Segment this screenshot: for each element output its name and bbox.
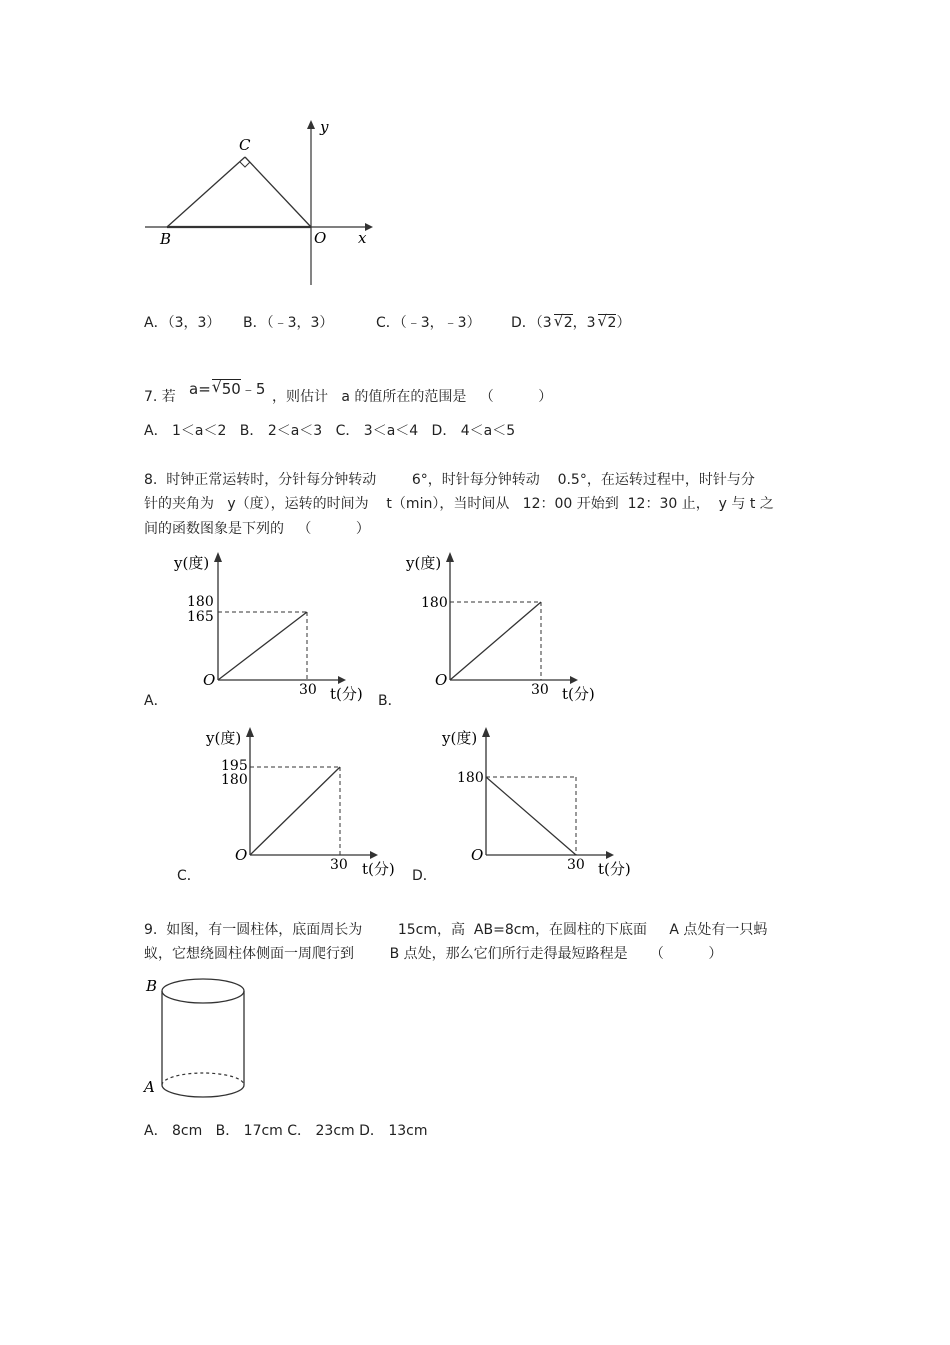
tick-label-180: 180	[221, 772, 248, 788]
x-axis-label: t(分)	[362, 860, 395, 878]
y-axis-label: y(度)	[442, 729, 478, 747]
q6-option-d-radicand-2: 2	[607, 315, 617, 331]
y-axis-arrow	[307, 120, 315, 129]
sqrt-symbol: √ 2	[553, 312, 573, 331]
q8-line-3: 间的函数图象是下列的 （ ）	[144, 521, 370, 537]
graph-line	[218, 612, 307, 680]
y-axis-label: y(度)	[174, 554, 210, 572]
segment-bc	[167, 157, 245, 227]
tick-label-180: 180	[421, 595, 448, 611]
sqrt-symbol: √ 50	[211, 377, 241, 398]
origin-label: O	[471, 846, 484, 864]
q8-line-1: 8. 时钟正常运转时，分针每分钟转动 6°，时针每分钟转动 0.5°，在运转过程中，时针与分	[144, 472, 755, 488]
q8-option-b: B．	[378, 693, 402, 709]
y-axis-arrow	[214, 552, 222, 562]
graph-line	[250, 767, 340, 855]
graph-line	[450, 602, 541, 680]
x-axis-arrow	[570, 676, 578, 684]
segment-co	[245, 157, 311, 227]
label-b: B	[160, 230, 172, 248]
graph-c	[200, 723, 400, 883]
cylinder-figure	[140, 972, 260, 1102]
x-axis-label: t(分)	[330, 685, 363, 703]
q9-line-2: 蚁，它想绕圆柱体侧面一周爬行到 B 点处，那么它们所行走得最短路程是 （ ）	[144, 946, 723, 962]
cylinder-top-ellipse	[162, 979, 244, 1003]
graph-line	[486, 777, 576, 855]
q8-option-a: A．	[144, 693, 168, 709]
label-x: x	[358, 229, 367, 247]
x-axis-label: t(分)	[562, 685, 595, 703]
q9-line-1: 9. 如图，有一圆柱体，底面周长为 15cm，高 AB=8cm，在圆柱的下底面 A 点处有一只蚂	[144, 922, 768, 938]
x-axis-arrow	[606, 851, 614, 859]
x-axis-arrow	[338, 676, 346, 684]
label-y: y	[320, 118, 329, 136]
tick-label-180: 180	[187, 594, 214, 610]
q9-options: A． 8cm B． 17cm C． 23cm D． 13cm	[144, 1123, 428, 1139]
q7-text: ，则估计 a 的值所在的范围是 （ ）	[272, 389, 553, 405]
label-b: B	[146, 977, 158, 995]
label-c: C	[239, 136, 251, 154]
origin-label: O	[235, 846, 248, 864]
q6-option-d-mid: ，3	[572, 315, 596, 331]
y-axis-arrow	[482, 727, 490, 737]
q6-option-a: A．（3，3）	[144, 315, 221, 331]
x-tick-label-30: 30	[531, 682, 549, 698]
tick-label-165: 165	[187, 609, 214, 625]
y-axis-label: y(度)	[206, 729, 242, 747]
x-axis-arrow	[370, 851, 378, 859]
q7-expression	[189, 378, 265, 399]
x-tick-label-30: 30	[299, 682, 317, 698]
q6-option-c: C．（﹣3，﹣3）	[376, 315, 481, 331]
cylinder-bottom-front	[162, 1085, 244, 1097]
label-o: O	[314, 229, 327, 247]
q8-option-c: C．	[177, 868, 201, 884]
q6-option-d-suffix: ）	[616, 315, 631, 331]
origin-label: O	[435, 671, 448, 689]
cylinder-bottom-back-dashed	[162, 1073, 244, 1085]
q6-option-b: B．（﹣3，3）	[243, 315, 334, 331]
q7-expr-radicand: 50	[221, 380, 241, 398]
sqrt-symbol: √ 2	[597, 312, 617, 331]
q8-line-2: 针的夹角为 y（度），运转的时间为 t（min），当时间从 12：00 开始到 12：30 止， y 与 t 之	[144, 496, 774, 512]
q7-options: A． 1＜a＜2 B． 2＜a＜3 C． 3＜a＜4 D． 4＜a＜5	[144, 423, 516, 439]
origin-label: O	[203, 671, 216, 689]
right-angle-mark	[240, 162, 250, 167]
q7-number: 7. 若	[144, 389, 176, 405]
graph-b	[400, 548, 600, 708]
q6-option-d	[511, 312, 630, 332]
coordinate-triangle-figure	[140, 115, 380, 290]
y-axis-arrow	[446, 552, 454, 562]
q6-option-d-radicand-1: 2	[563, 315, 573, 331]
x-tick-label-30: 30	[330, 857, 348, 873]
q6-option-d-prefix: D．（3	[511, 315, 552, 331]
graph-d	[436, 723, 636, 883]
x-tick-label-30: 30	[567, 857, 585, 873]
tick-label-180: 180	[457, 770, 484, 786]
x-axis-label: t(分)	[598, 860, 631, 878]
y-axis-label: y(度)	[406, 554, 442, 572]
graph-a	[170, 548, 370, 708]
label-a: A	[144, 1078, 155, 1096]
q7-expr-tail: ﹣5	[240, 380, 266, 398]
q8-option-d: D．	[412, 868, 437, 884]
q7-expr-a: a=	[189, 380, 211, 398]
y-axis-arrow	[246, 727, 254, 737]
tick-label-195: 195	[221, 758, 248, 774]
